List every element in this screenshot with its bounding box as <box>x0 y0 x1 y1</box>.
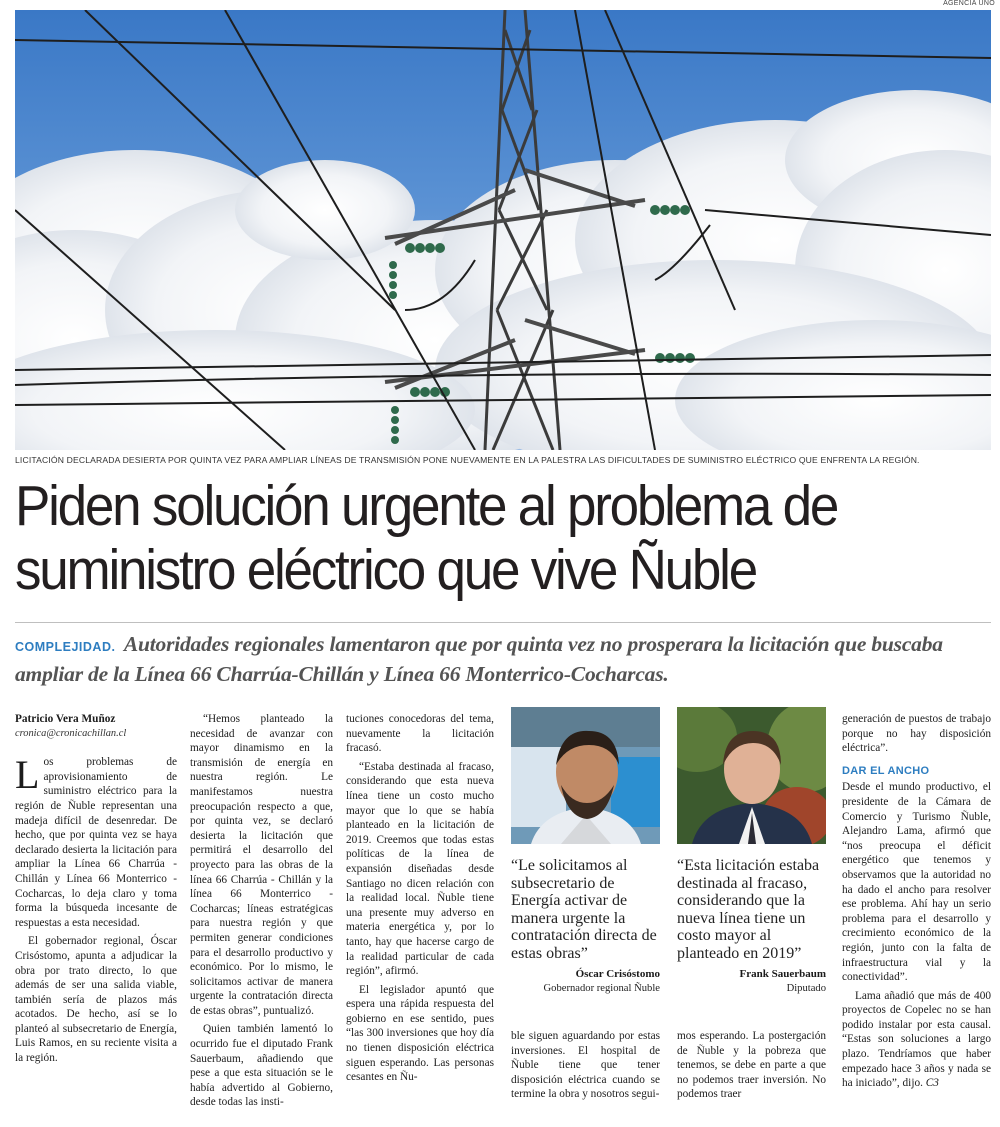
column-1 <box>15 712 177 1070</box>
photo-credit: AGENCIA UNO <box>943 0 995 7</box>
col6-paragraph-1: generación de puestos de trabajo porque no hay disposición eléctrica”. <box>842 713 991 755</box>
column-5 <box>677 1029 826 1106</box>
col4-paragraph-1: ble siguen aguardando por estas inversiones. El hospital de Ñuble tiene que tener disposición eléctrica cuando se termine la obra y nosotros segui- <box>511 1030 660 1101</box>
headline-line-2: suministro eléctrico que vive Ñuble <box>15 538 756 602</box>
dropcap: L <box>15 752 40 798</box>
quote-1-name: Óscar Crisóstomo <box>575 968 660 980</box>
end-mark: C3 <box>925 1077 939 1090</box>
col2-paragraph-2: Quien también lamentó lo ocurrido fue el diputado Frank Sauerbaum, añadiendo que pese a que esta situación se le había advertido al Gobierno, desde todas las insti- <box>190 1023 333 1109</box>
photo-caption: LICITACIÓN DECLARADA DESIERTA POR QUINTA VEZ PARA AMPLIAR LÍNEAS DE TRANSMISIÓN PONE NUEVAMENTE EN LA PALESTRA LAS DIFICULTADES DE SUMINISTRO ELÉCTRICO QUE ENFRENTA LA REGIÓN. <box>15 455 920 465</box>
col2-paragraph-1: “Hemos planteado la necesidad de avanzar con mayor dinamismo en la transmisión de energía en nuestra región. Le manifestamos nuestra preocupación respecto a que, por quinta vez, se declaró desierta la licitación que permitirá el desarrollo del proyecto para las obras de la línea 66 Charrúa - Chillán y la línea 66 Monterrico - Cocharcas; líneas estratégicas para nuestra región y que permiten generar condiciones para el desarrollo productivo y económico. Por lo mismo, le solicitamos activar de manera urgente la contratación directa de estas obras”, puntualizó. <box>190 713 333 1017</box>
column-4 <box>511 1029 660 1106</box>
subhead-kicker: COMPLEJIDAD. <box>15 640 116 654</box>
section-subtitle: DAR EL ANCHO <box>842 764 930 777</box>
column-6 <box>842 712 991 1095</box>
quote-2-text: “Esta licitación estaba destinada al fracaso, considerando que la nueva línea tiene un costo mayor al planteado en 2019” <box>677 857 820 962</box>
col3-paragraph-3: El legislador apuntó que espera una rápida respuesta del gobierno en ese sentido, pues “las 300 inversiones que hoy día no tienen disposición eléctrica siguen esperando. Las personas cesantes en Ñu- <box>346 983 494 1084</box>
portrait-oscar-crisostomo <box>511 707 660 844</box>
col5-paragraph-1: mos esperando. La postergación de Ñuble y la pobreza que tenemos, se debe en parte a que no podemos traer inversión. No podemos traer <box>677 1030 826 1101</box>
main-photo-transmission-tower <box>15 10 991 450</box>
col1-paragraph-2: El gobernador regional, Óscar Crisóstomo, apunta a adjudicar la obra por trato directo, lo que además de ser una salida viable, también sería de plazos más acotados. De hecho, así se lo planteó al subsecretario de Energía, Luis Ramos, en su reciente visita a la región. <box>15 935 177 1065</box>
quote-2-role: Diputado <box>786 983 826 994</box>
transmission-tower-illustration <box>15 10 991 450</box>
subhead-text: Autoridades regionales lamentaron que por quinta vez no prosperara la licitación que buscaba ampliar de la Línea 66 Charrúa-Chillán y Línea 66 Monterrico-Cocharcas. <box>15 632 943 686</box>
col6-paragraph-3: Lama añadió que más de 400 proyectos de Copelec no se han podido instalar por esta causal. “Estas son soluciones a largo plazo. Tendríamos que haber empezado hace 3 años y nada se ha iniciado”, dijo. C3 <box>842 989 991 1090</box>
portrait-frank-sauerbaum <box>677 707 826 844</box>
byline-email: cronica@cronicachillan.cl <box>15 727 127 739</box>
byline-author: Patricio Vera Muñoz <box>15 713 116 725</box>
column-2 <box>190 712 333 1114</box>
quote-1-role: Gobernador regional Ñuble <box>543 983 660 994</box>
col1-paragraph-1: Los problemas de aprovisionamiento de suministro eléctrico para la región de Ñuble representan una madeja difícil de desenredar. De hecho, que por quinta vez se haya declarado desierta la licitación para ampliar la Línea 66 Charrúa - Chillán y Línea 66 Monterrico - Cocharcas, lo deja claro y toma forma la búsqueda incesante de respuestas a esta necesidad. <box>15 752 177 929</box>
headline-line-1: Piden solución urgente al problema de <box>15 474 838 538</box>
subhead <box>15 631 995 688</box>
col6-paragraph-2: Desde el mundo productivo, el presidente de la Cámara de Comercio y Turismo Ñuble, Alejandro Lama, afirmó que “nos preocupa el déficit energético que tenemos y observamos que la autoridad no ha dado el ancho para resolver ese problema. Ahí hay un serio problema para el desarrollo y crecimiento económico de la región, junto con la falta de infraestructura vial y la conectividad”. <box>842 781 991 984</box>
col3-paragraph-2: “Estaba destinada al fracaso, considerando que esta nueva línea tiene un costo mucho mayor que lo que se había planteado en la licitación de 2019. Creemos que todas estas políticas de la línea de expansión diseñadas desde Santiago no dicen relación con la realidad local. Ñuble tiene una presente muy adverso en materia energética y, por lo tanto, hay que hacerse cargo de la realidad particular de cada región”, afirmó. <box>346 760 494 978</box>
column-3 <box>346 712 494 1089</box>
col3-paragraph-1: tuciones conocedoras del tema, nuevamente la licitación fracasó. <box>346 713 494 755</box>
quote-1-text: “Le solicitamos al subsecretario de Energía activar de manera urgente la contratación directa de estas obras” <box>511 857 657 962</box>
headline-divider <box>15 622 991 623</box>
headline <box>15 474 926 602</box>
quote-2-name: Frank Sauerbaum <box>739 968 826 980</box>
